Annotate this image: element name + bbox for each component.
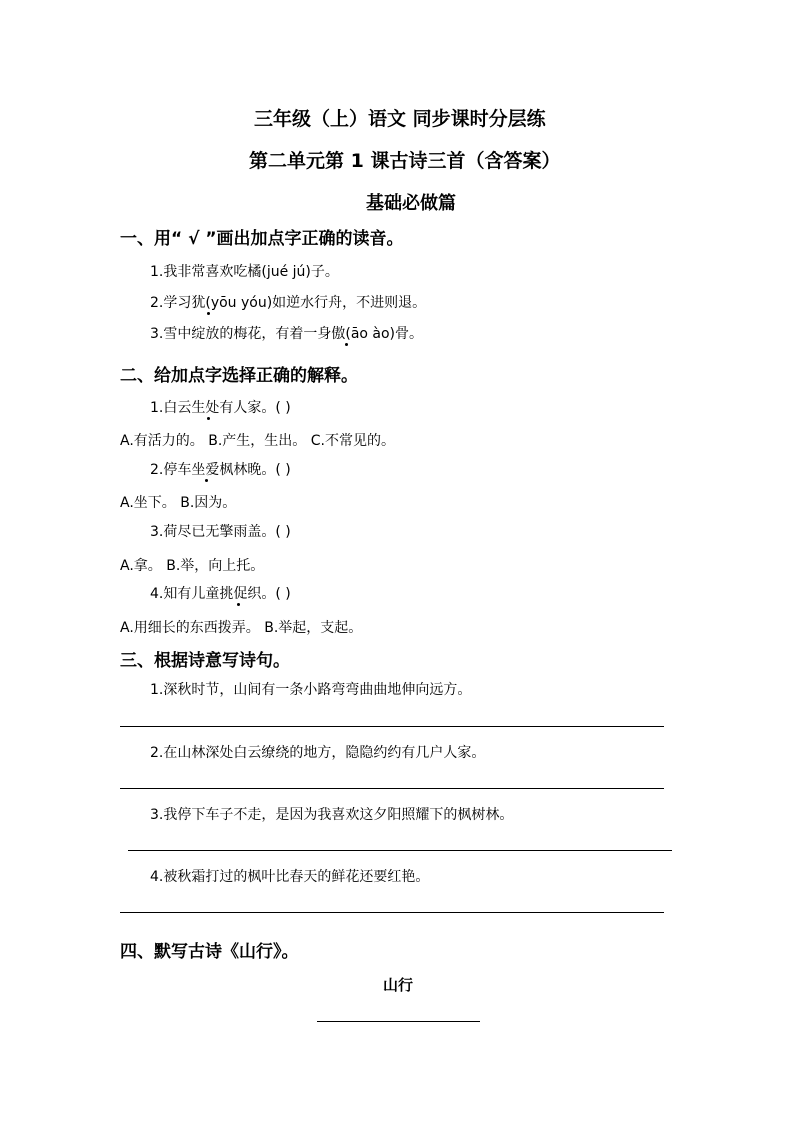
poem-meaning-2: 2.在山林深处白云缭绕的地方，隐隐约约有几户人家。 (150, 745, 486, 761)
author-line[interactable] (317, 1021, 480, 1022)
poem-meaning-4: 4.被秋霜打过的枫叶比春天的鲜花还要红艳。 (150, 869, 430, 885)
pinyin-question-2: 2.学习犹(yōu yóu)如逆水行舟，不进则退。 (150, 295, 427, 311)
emphasis-dot (207, 417, 210, 420)
meaning-question-3: 3.荷尽已无擎雨盖。( ) (150, 524, 291, 540)
title-line-2: 第二单元第 1 课古诗三首（含答案） (249, 150, 561, 172)
meaning-options-2: A.坐下。 B.因为。 (120, 495, 237, 511)
answer-line-4[interactable] (120, 912, 664, 913)
pinyin-question-3: 3.雪中绽放的梅花，有着一身傲(āo ào)骨。 (150, 326, 424, 342)
answer-line-3[interactable] (128, 850, 672, 851)
meaning-options-4: A.用细长的东西拨弄。 B.举起，支起。 (120, 620, 363, 636)
meaning-options-1: A.有活力的。 B.产生，生出。 C.不常见的。 (120, 433, 395, 449)
meaning-question-1: 1.白云生处有人家。( ) (150, 400, 291, 416)
section-3-heading: 三、根据诗意写诗句。 (120, 651, 290, 671)
section-2-heading: 二、给加点字选择正确的解释。 (120, 366, 358, 386)
pinyin-question-1: 1.我非常喜欢吃橘(jué jú)子。 (150, 264, 339, 280)
meaning-options-3: A.拿。 B.举，向上托。 (120, 558, 265, 574)
emphasis-dot (237, 603, 240, 606)
poem-meaning-1: 1.深秋时节，山间有一条小路弯弯曲曲地伸向远方。 (150, 682, 472, 698)
section-1-heading: 一、用“ √ ”画出加点字正确的读音。 (120, 229, 404, 249)
emphasis-dot (205, 479, 208, 482)
subtitle: 基础必做篇 (366, 193, 456, 214)
section-4-heading: 四、默写古诗《山行》。 (120, 942, 299, 962)
emphasis-dot (345, 343, 348, 346)
title-line-1: 三年级（上）语文 同步课时分层练 (254, 108, 546, 130)
poem-meaning-3: 3.我停下车子不走，是因为我喜欢这夕阳照耀下的枫树林。 (150, 807, 514, 823)
answer-line-1[interactable] (120, 726, 664, 727)
answer-line-2[interactable] (120, 788, 664, 789)
poem-title: 山行 (383, 976, 414, 994)
emphasis-dot (207, 312, 210, 315)
meaning-question-4: 4.知有儿童挑促织。( ) (150, 586, 291, 602)
meaning-question-2: 2.停车坐爱枫林晚。( ) (150, 462, 291, 478)
